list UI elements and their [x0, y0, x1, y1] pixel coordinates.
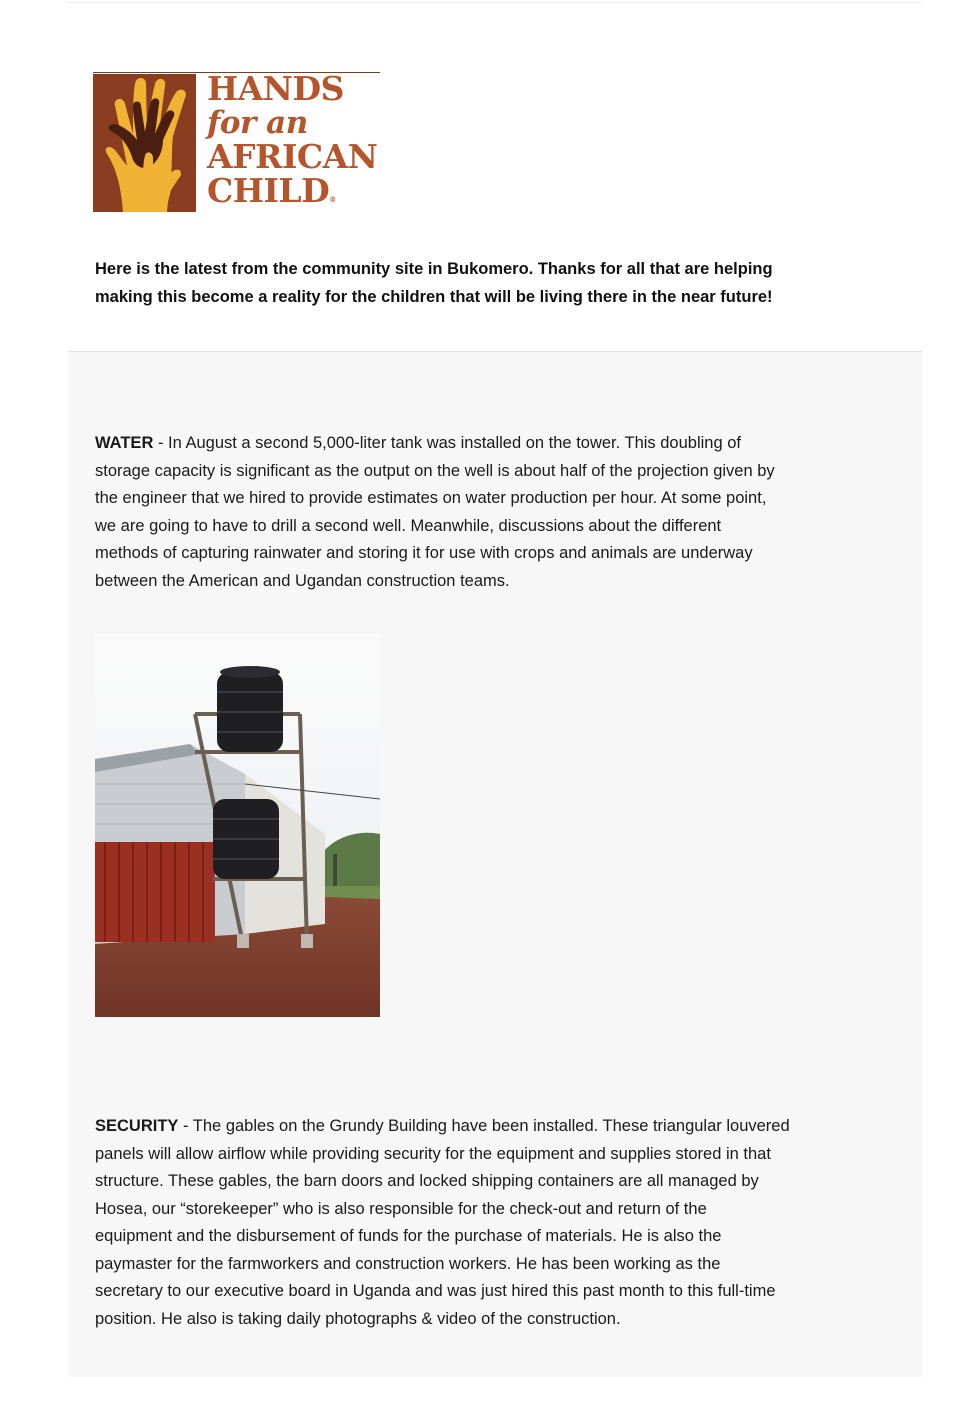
- water-section: [95, 430, 905, 595]
- water-line-text: - In August a second 5,000-liter tank was installed on the tower. This doubling of: [153, 434, 741, 452]
- logo-child-text: CHILD: [207, 171, 330, 210]
- security-line: panels will allow airflow while providing security for the equipment and supplies stored in that: [95, 1144, 771, 1163]
- water-line: storage capacity is significant as the output on the well is about half of the projection given by: [95, 461, 775, 480]
- security-line: paymaster for the farmworkers and construction workers. He has been working as the: [95, 1254, 721, 1273]
- water-line: methods of capturing rainwater and storing it for use with crops and animals are underway: [95, 544, 753, 562]
- security-line: position. He also is taking daily photographs & video of the construction.: [95, 1309, 621, 1328]
- hands-emblem-icon: [93, 74, 196, 212]
- security-line: secretary to our executive board in Uganda and was just hired this past month to this full-time: [95, 1282, 776, 1300]
- security-line: Hosea, our “storekeeper” who is also responsible for the check-out and return of the: [95, 1199, 707, 1218]
- water-line: we are going to have to drill a second well. Meanwhile, discussions about the different: [95, 516, 722, 535]
- intro-line: Here is the latest from the community site in Bukomero. Thanks for all that are helping: [95, 260, 773, 278]
- water-heading: WATER: [95, 434, 154, 452]
- logo-line-for-an: for an: [207, 105, 308, 141]
- water-tank-photo: [95, 634, 380, 1017]
- intro-text: [95, 255, 895, 311]
- water-line: [95, 430, 905, 458]
- intro-line: making this become a reality for the children that will be living there in the near future!: [95, 288, 773, 306]
- logo-line-child: [207, 171, 377, 217]
- security-line: equipment and the disbursement of funds for the purchase of materials. He is also the: [95, 1227, 722, 1245]
- organization-logo: [93, 69, 380, 212]
- logo-line-hands: HANDS: [207, 69, 344, 108]
- security-line: [95, 1113, 905, 1141]
- water-line: between the American and Ugandan construction teams.: [95, 571, 510, 590]
- water-line: the engineer that we hired to provide estimates on water production per hour. At some point,: [95, 489, 767, 507]
- top-divider: [68, 2, 922, 3]
- security-line: structure. These gables, the barn doors and locked shipping containers are all managed by: [95, 1172, 759, 1190]
- security-section: [95, 1113, 905, 1333]
- security-heading: SECURITY: [95, 1117, 179, 1135]
- logo-wordmark: [207, 69, 378, 217]
- registered-mark: ®: [329, 195, 337, 204]
- security-line-text: - The gables on the Grundy Building have been installed. These triangular louvered: [178, 1117, 790, 1135]
- logo-line-african: AFRICAN: [207, 137, 378, 176]
